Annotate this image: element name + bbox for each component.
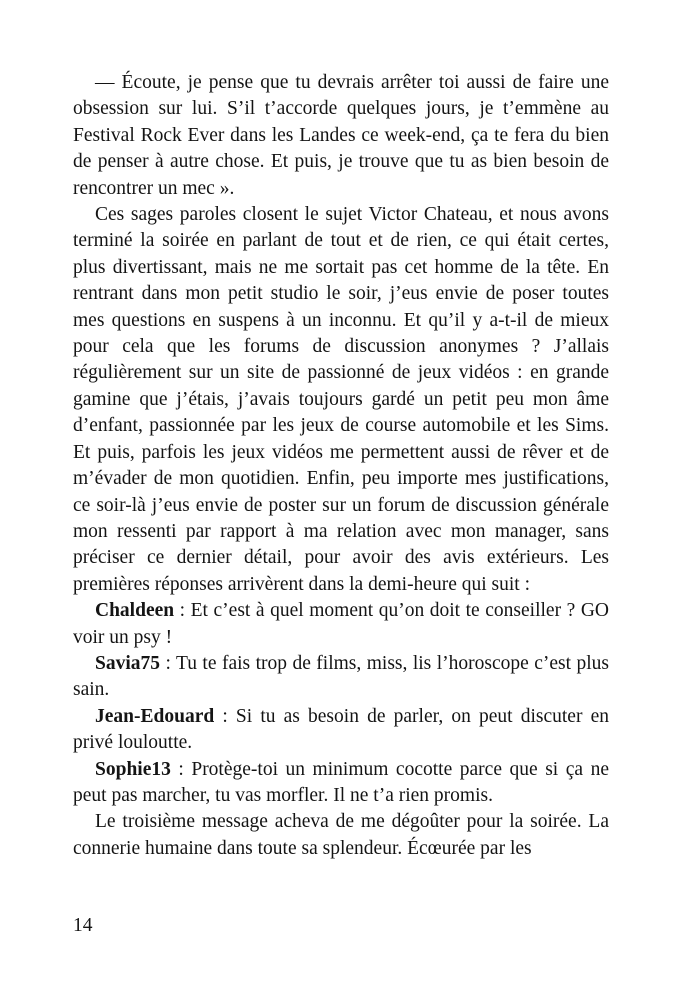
forum-post-message: : Tu te fais trop de films, miss, lis l’horoscope c’est plus sain. bbox=[73, 652, 609, 701]
forum-post-author: Savia75 bbox=[95, 652, 161, 674]
paragraph-closing: Le troisième message acheva de me dégoûter pour la soirée. La connerie humaine dans toute sa splendeur. Écœurée par les bbox=[73, 811, 609, 859]
forum-post-message: : Si tu as besoin de parler, on peut discuter en privé louloutte. bbox=[73, 705, 609, 754]
forum-post-message: : Et c’est à quel moment qu’on doit te conseiller ? GO voir un psy ! bbox=[73, 600, 609, 648]
paragraph-dialogue: — Écoute, je pense que tu devrais arrêter toi aussi de faire une obsession sur lui. S’il t’accorde quelques jours, je t’emmène au Festival Rock Ever dans les Landes ce week-end, ça te fera du bien de penser à autre chose. Et puis, je trouve que tu as bien besoin de rencontrer un mec ». bbox=[73, 72, 609, 199]
forum-post-author: Sophie13 bbox=[95, 758, 171, 780]
forum-post bbox=[73, 598, 609, 651]
forum-post bbox=[73, 757, 609, 810]
forum-post-message: : Protège-toi un minimum cocotte parce que si ça ne peut pas marcher, tu vas morfler. Il ne t’a rien promis. bbox=[73, 758, 609, 806]
forum-post bbox=[73, 704, 609, 757]
paragraph-narrative: Ces sages paroles closent le sujet Victor Chateau, et nous avons terminé la soirée en parlant de tout et de rien, ce qui était certes, plus divertissant, mais ne me sortait pas cet homme de la tête. En rentrant dans mon petit studio le soir, j’eus envie de poser toutes mes questions en suspens à un inconnu. Et qu’il y a-t-il de mieux pour cela que les forums de discussion anonymes ? J’allais régulièrement sur un site de passionné de jeux vidéos : en grande gamine que j’étais, j’avais toujours gardé un petit peu mon âme d’enfant, passionnée par les jeux de course automobile et les Sims. Et puis, parfois les jeux vidéos me permettent aussi de rêver et de m’évader de mon quotidien. Enfin, peu importe mes justifications, ce soir-là j’eus envie de poster sur un forum de discussion générale mon ressenti par rapport à ma relation avec mon manager, sans préciser ce dernier détail, pour avoir des avis extérieurs. Les premières réponses arrivèrent dans la demi-heure qui suit : bbox=[73, 204, 609, 595]
forum-post bbox=[73, 651, 609, 704]
page-number: 14 bbox=[73, 915, 93, 936]
page-body bbox=[73, 70, 609, 862]
forum-post-author: Jean-Edouard bbox=[95, 705, 215, 727]
forum-post-author: Chaldeen bbox=[95, 600, 175, 622]
